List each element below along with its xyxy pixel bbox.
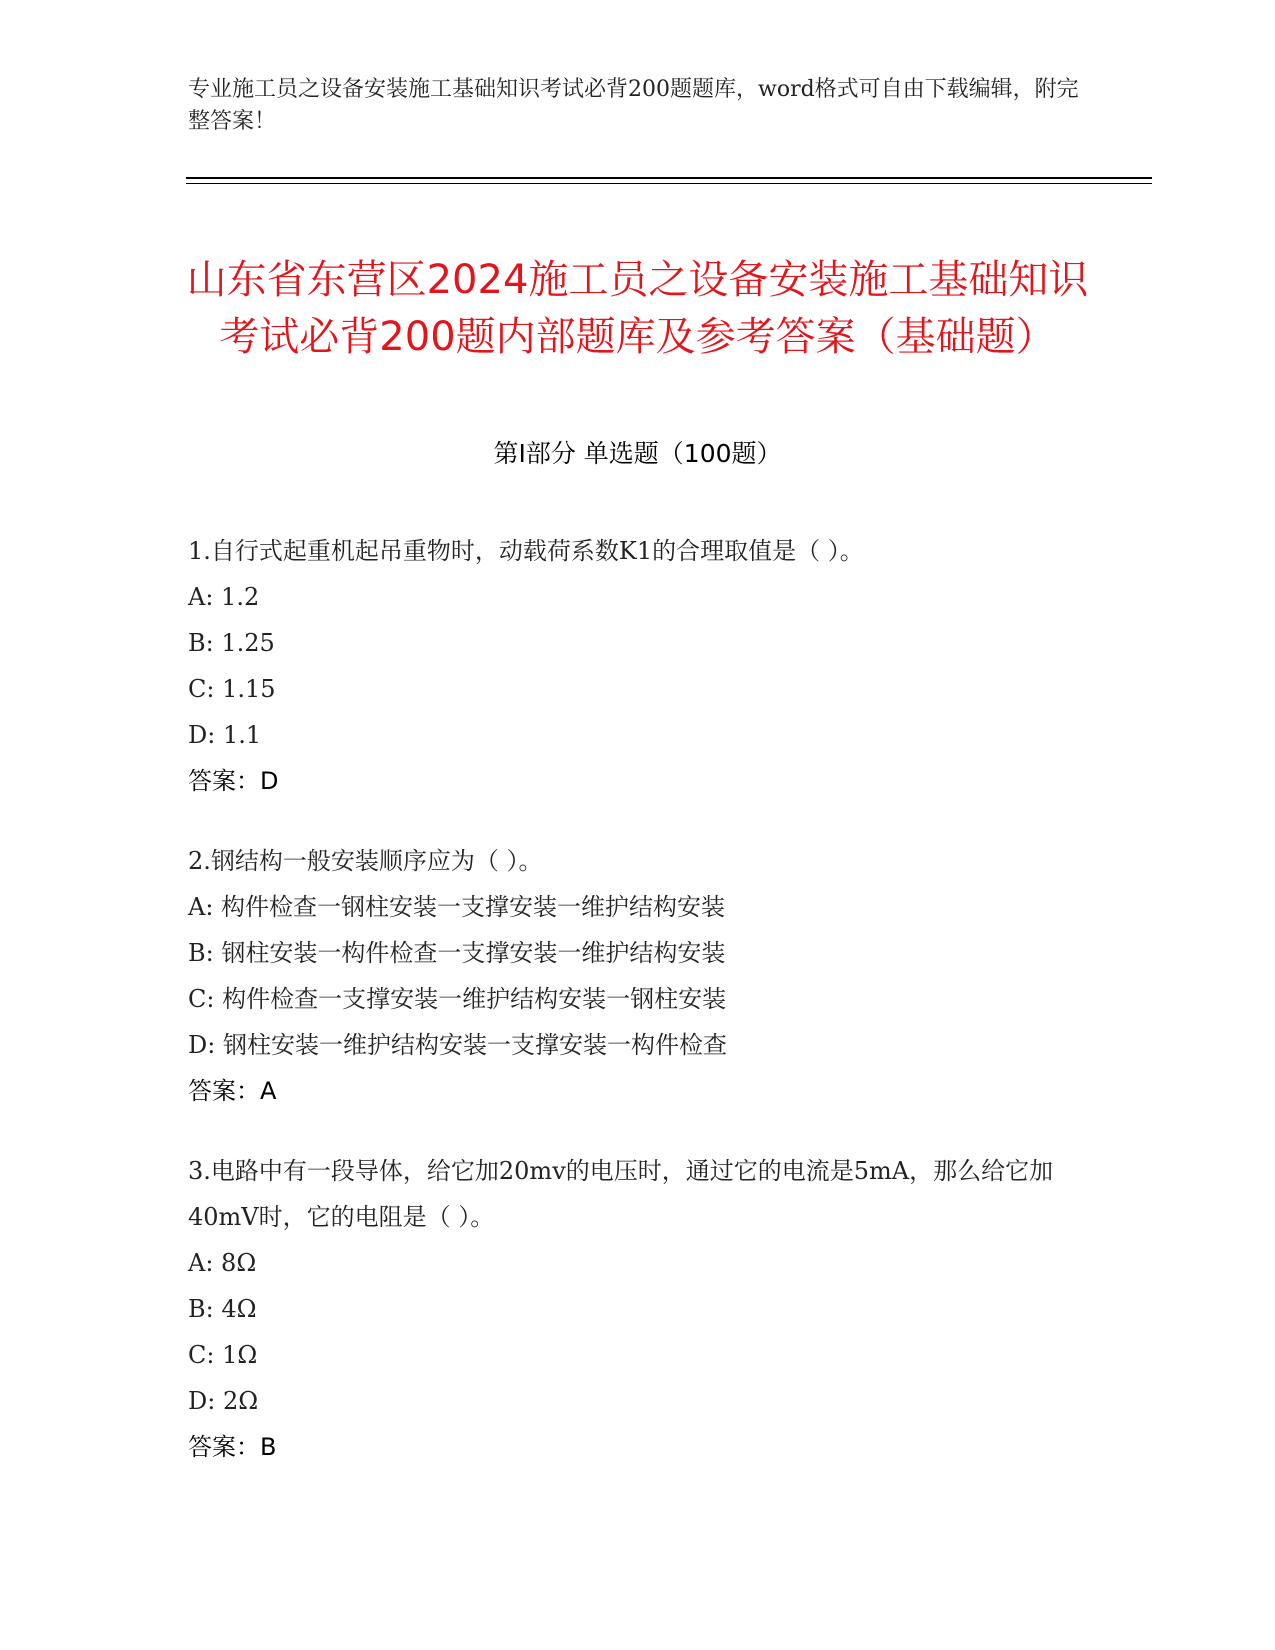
answer-line: 答案：D — [188, 767, 279, 795]
option-a: A: 构件检查一钢柱安装一支撑安装一维护结构安装 — [188, 893, 726, 921]
option-d: D: 1.1 — [188, 721, 262, 749]
option-c: C: 1Ω — [188, 1341, 258, 1369]
section-title: 第Ⅰ部分 单选题（100题） — [493, 439, 782, 468]
option-a: A: 1.2 — [188, 583, 260, 611]
option-c: C: 构件检查一支撑安装一维护结构安装一钢柱安装 — [188, 985, 727, 1013]
question-item — [188, 528, 1088, 804]
option-d: D: 钢柱安装一维护结构安装一支撑安装一构件检查 — [188, 1031, 727, 1059]
question-item — [188, 1148, 1088, 1470]
option-b: B: 钢柱安装一构件检查一支撑安装一维护结构安装 — [188, 939, 726, 967]
answer-line: 答案：A — [188, 1077, 277, 1105]
option-b: B: 1.25 — [188, 629, 275, 657]
option-d: D: 2Ω — [188, 1387, 259, 1415]
option-b: B: 4Ω — [188, 1295, 257, 1323]
header-rule-thin — [186, 183, 1152, 184]
question-stem: 3.电路中有一段导体，给它加20mv的电压时，通过它的电流是5mA，那么给它加40mV时，它的电阻是（ ）。 — [188, 1157, 1054, 1231]
question-item — [188, 838, 1088, 1114]
question-stem: 1.自行式起重机起吊重物时，动载荷系数K1的合理取值是（ ）。 — [188, 537, 864, 565]
option-c: C: 1.15 — [188, 675, 276, 703]
question-list — [188, 528, 1088, 1504]
document-title: 山东省东营区2024施工员之设备安装施工基础知识考试必背200题内部题库及参考答案（基础题） — [186, 256, 1089, 360]
header-note: 专业施工员之设备安装施工基础知识考试必背200题题库，word格式可自由下载编辑，附完整答案！ — [188, 77, 1079, 134]
header-rule-thick — [186, 177, 1152, 179]
option-a: A: 8Ω — [188, 1249, 257, 1277]
question-stem: 2.钢结构一般安装顺序应为（ ）。 — [188, 847, 543, 875]
answer-line: 答案：B — [188, 1433, 277, 1461]
